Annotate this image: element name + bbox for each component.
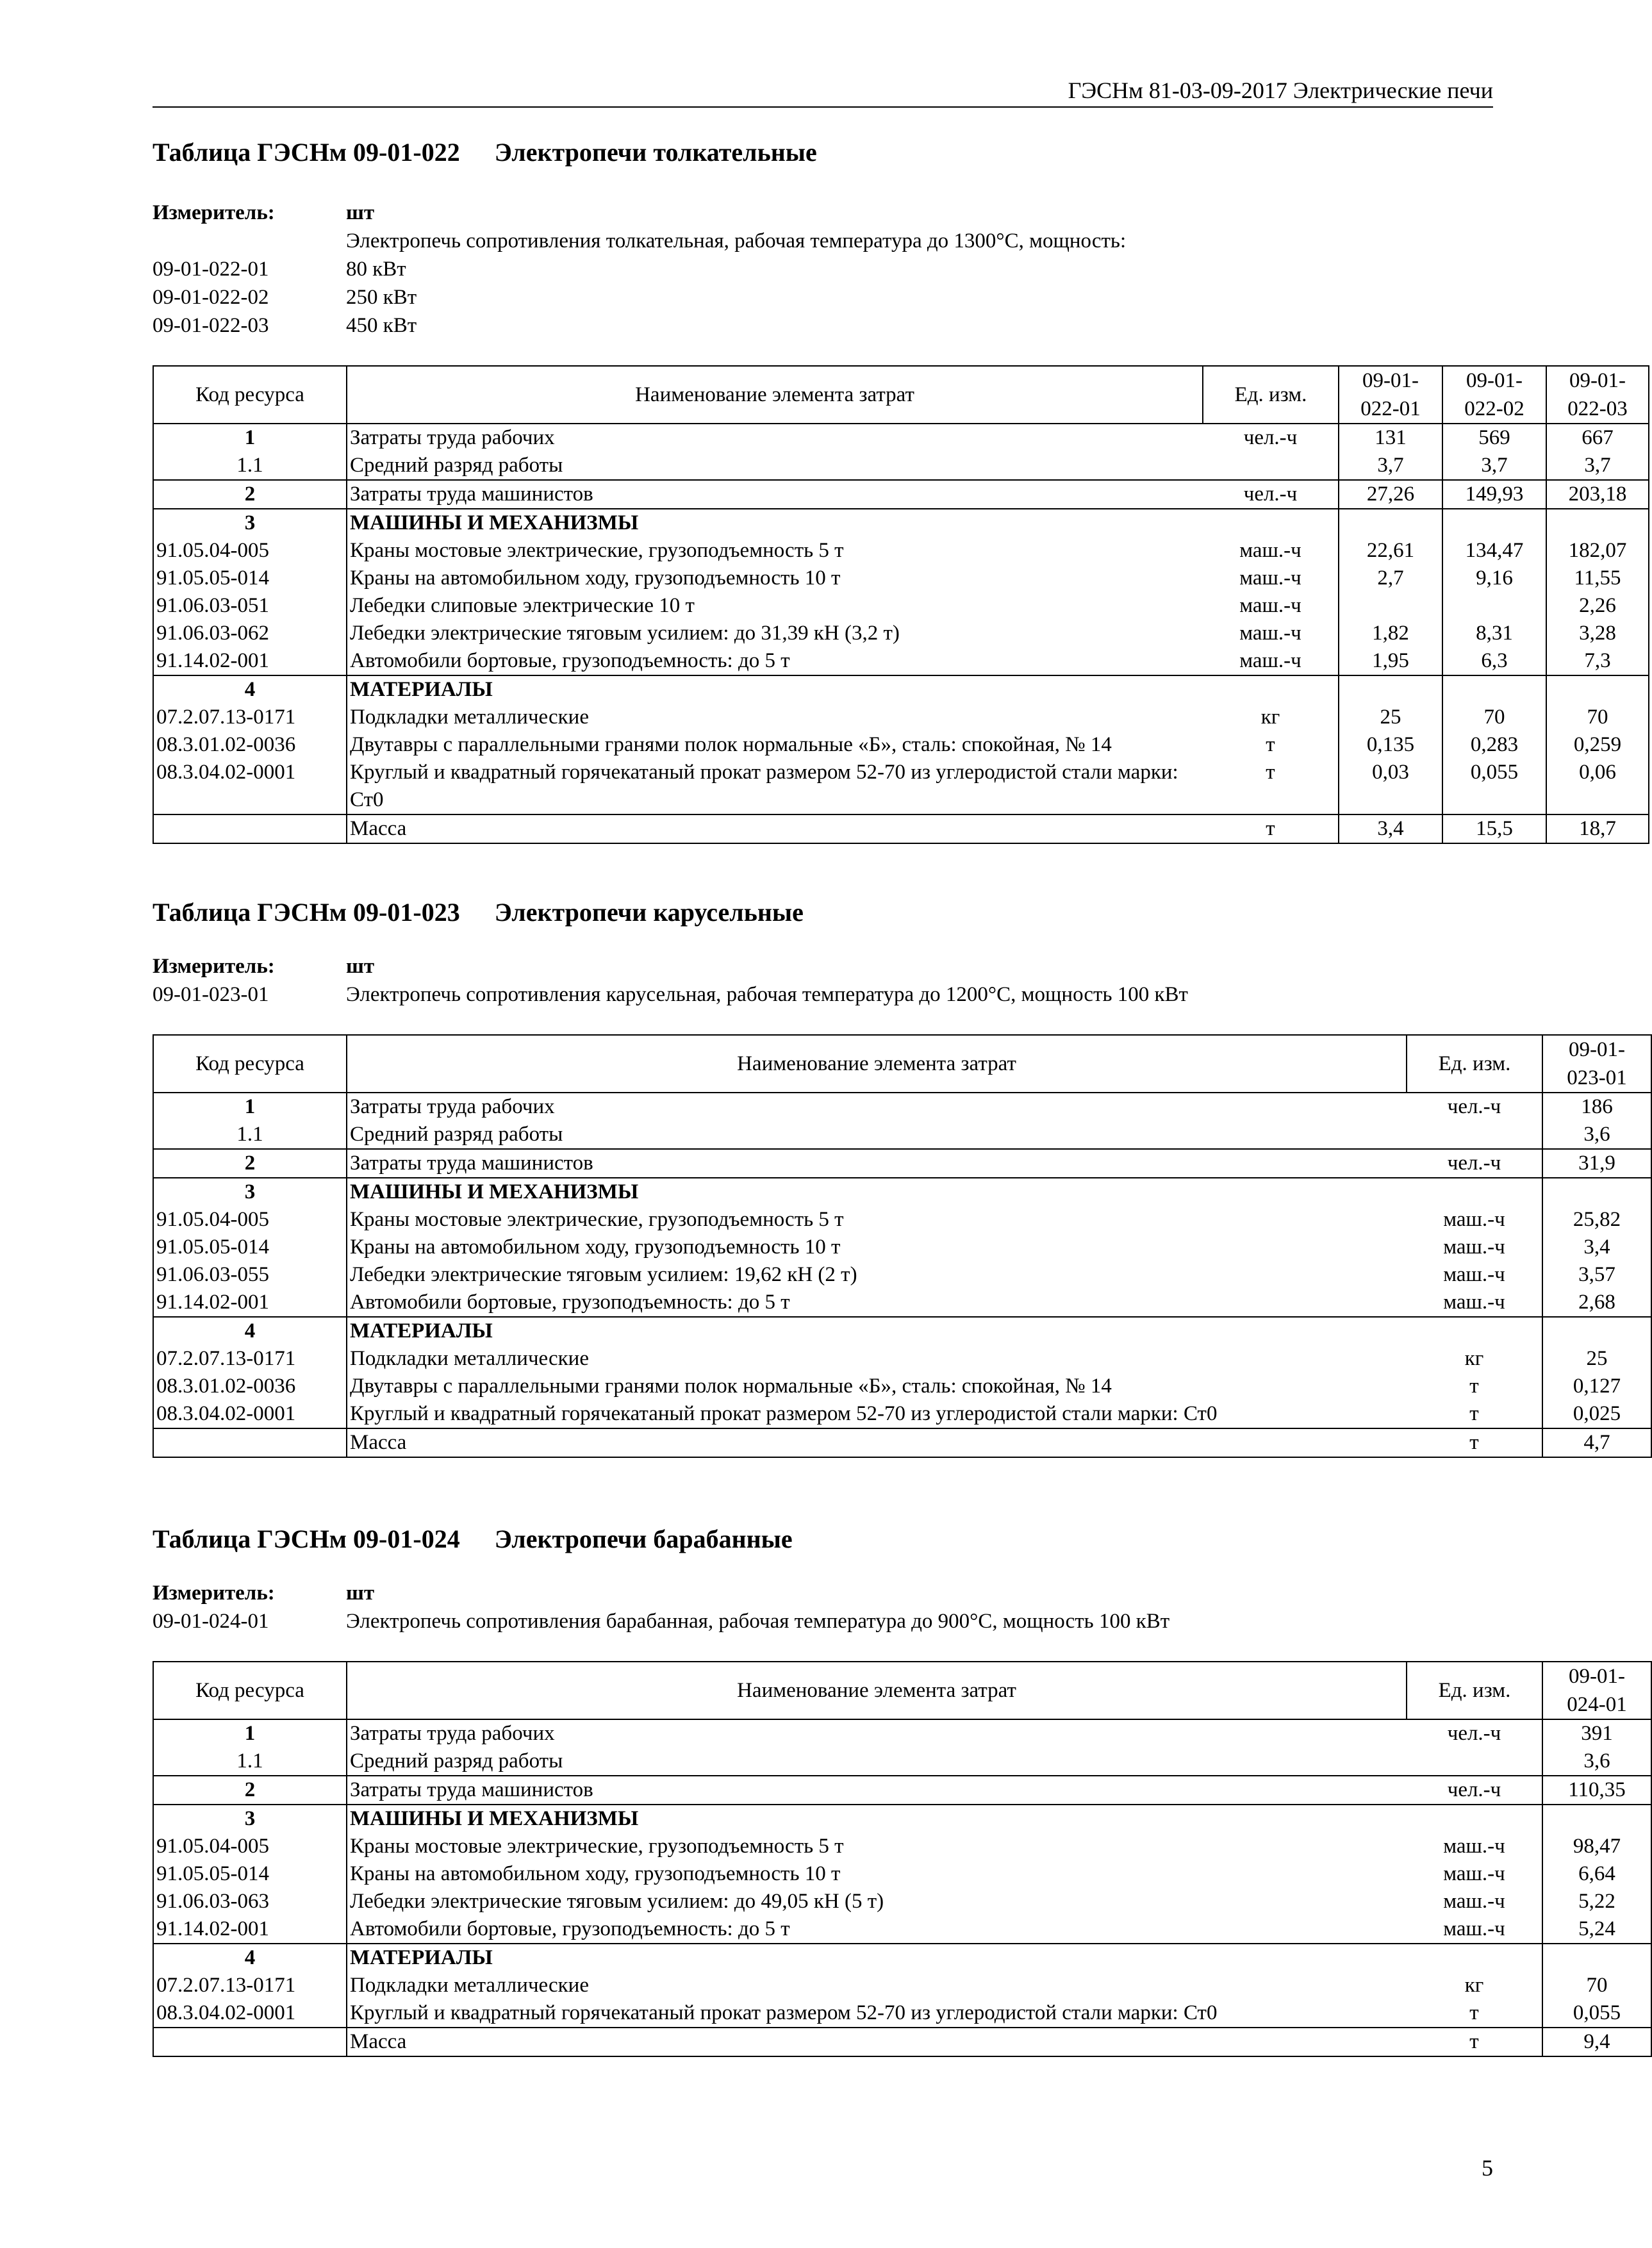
resource-code: 91.05.05-014 <box>153 565 347 592</box>
header-code: Код ресурса <box>153 1035 347 1093</box>
measure-value: шт <box>346 201 375 224</box>
norm-code: 09-01-022-01 <box>153 258 269 281</box>
unit-of-measure <box>1203 509 1339 537</box>
header-norm-line: 024-01 <box>1567 1693 1627 1716</box>
norm-value: 3,7 <box>1339 452 1442 480</box>
measure-block <box>153 1579 1493 1635</box>
resource-code: 91.05.05-014 <box>153 1860 347 1888</box>
cost-element-name: МАТЕРИАЛЫ <box>347 1317 1407 1345</box>
norm-value: 5,24 <box>1542 1915 1651 1944</box>
resource-code: 08.3.04.02-0001 <box>153 1400 347 1428</box>
norm-value: 0,259 <box>1546 731 1649 759</box>
header-norm-line: 022-02 <box>1464 397 1524 420</box>
unit-of-measure: маш.-ч <box>1407 1860 1542 1888</box>
unit-of-measure: маш.-ч <box>1407 1888 1542 1915</box>
resource-code: 08.3.01.02-0036 <box>153 731 347 759</box>
cost-element-name: Масса <box>347 1428 1407 1457</box>
unit-of-measure: кг <box>1203 704 1339 731</box>
cost-element-name: Затраты труда машинистов <box>347 1149 1407 1178</box>
table-row <box>153 814 1649 843</box>
norm-value <box>1339 509 1442 537</box>
cost-element-name: Двутавры с параллельными гранями полок нормальные «Б», сталь: спокойная, № 14 <box>350 1375 1112 1398</box>
norm-value <box>1442 592 1546 620</box>
norm-value <box>1339 592 1442 620</box>
resource-code: 1.1 <box>153 452 347 480</box>
table-row <box>153 731 1649 759</box>
table-title <box>153 135 1493 170</box>
unit-of-measure <box>1407 1748 1542 1776</box>
norm-value: 391 <box>1542 1719 1651 1748</box>
header-name: Наименование элемента затрат <box>347 1035 1407 1093</box>
norm-value <box>1546 509 1649 537</box>
measure-label: Измеритель: <box>153 955 275 978</box>
cost-element-name: Лебедки электрические тяговым усилием: до 31,39 кН (3,2 т) <box>350 622 900 645</box>
norm-value: 5,22 <box>1542 1888 1651 1915</box>
header-norm-line: 023-01 <box>1567 1066 1627 1089</box>
norm-description: 450 кВт <box>346 314 417 337</box>
unit-of-measure: т <box>1203 731 1339 759</box>
resource-code: 1 <box>153 424 347 452</box>
norm-code <box>153 227 346 255</box>
resource-code: 91.06.03-055 <box>153 1261 347 1289</box>
table-label: Таблица ГЭСНм 09-01-022 <box>153 138 460 167</box>
cost-element-name: Средний разряд работы <box>350 454 563 477</box>
resource-code: 08.3.01.02-0036 <box>153 1373 347 1400</box>
unit-of-measure: чел.-ч <box>1203 480 1339 509</box>
unit-of-measure: т <box>1407 1400 1542 1428</box>
norm-value: 9,16 <box>1442 565 1546 592</box>
table-row <box>153 424 1649 452</box>
norm-value <box>1542 1944 1651 1972</box>
resource-code: 4 <box>153 675 347 704</box>
table-name: Электропечи карусельные <box>494 898 804 927</box>
cost-element-name: Масса <box>347 2028 1407 2056</box>
resource-code <box>153 1428 347 1457</box>
resource-code <box>153 814 347 843</box>
resource-code: 91.14.02-001 <box>153 647 347 675</box>
norm-value: 70 <box>1546 704 1649 731</box>
cost-element-name: Двутавры с параллельными гранями полок нормальные «Б», сталь: спокойная, № 14 <box>350 733 1112 756</box>
cost-element-name: Затраты труда рабочих <box>347 424 1203 452</box>
header-name: Наименование элемента затрат <box>347 366 1203 424</box>
norm-value: 149,93 <box>1442 480 1546 509</box>
cost-element-name: Краны на автомобильном ходу, грузоподъемность 10 т <box>350 1862 841 1885</box>
norm-value: 2,26 <box>1546 592 1649 620</box>
norm-value: 0,283 <box>1442 731 1546 759</box>
table-row <box>153 1888 1651 1915</box>
resource-code: 91.14.02-001 <box>153 1915 347 1944</box>
table-row <box>153 1093 1651 1121</box>
header-unit: Ед. изм. <box>1407 1035 1542 1093</box>
resource-code: 1 <box>153 1093 347 1121</box>
table-row <box>153 1915 1651 1944</box>
table-row <box>153 1428 1651 1457</box>
header-norm-column <box>1542 1035 1651 1093</box>
header-norm-line: 022-03 <box>1567 397 1628 420</box>
header-norm-column <box>1339 366 1442 424</box>
norm-description: 250 кВт <box>346 286 417 309</box>
measure-value: шт <box>346 1582 375 1605</box>
unit-of-measure: т <box>1203 759 1339 814</box>
table-row <box>153 620 1649 647</box>
resource-code: 2 <box>153 480 347 509</box>
cost-element-name: МАШИНЫ И МЕХАНИЗМЫ <box>347 1178 1407 1206</box>
cost-element-name: Подкладки металлические <box>350 1347 589 1370</box>
header-norm-line: 022-01 <box>1360 397 1421 420</box>
cost-element-name: Краны на автомобильном ходу, грузоподъемность 10 т <box>350 566 841 590</box>
norm-value: 4,7 <box>1542 1428 1651 1457</box>
table-row <box>153 647 1649 675</box>
resource-code: 91.14.02-001 <box>153 1289 347 1317</box>
table-row <box>153 592 1649 620</box>
cost-element-name: Затраты труда машинистов <box>347 480 1203 509</box>
unit-of-measure: кг <box>1407 1972 1542 1999</box>
unit-of-measure <box>1203 675 1339 704</box>
table-row <box>153 1234 1651 1261</box>
norm-value: 31,9 <box>1542 1149 1651 1178</box>
header-code: Код ресурса <box>153 1662 347 1719</box>
table-title <box>153 1521 1493 1557</box>
resource-code: 91.06.03-051 <box>153 592 347 620</box>
table-row <box>153 1748 1651 1776</box>
header-norm-line: 09-01- <box>1362 369 1419 392</box>
cost-element-name: Затраты труда рабочих <box>347 1093 1407 1121</box>
cost-element-name: Затраты труда машинистов <box>347 1776 1407 1805</box>
norm-value: 25,82 <box>1542 1206 1651 1234</box>
unit-of-measure: чел.-ч <box>1407 1776 1542 1805</box>
resource-code: 07.2.07.13-0171 <box>153 1972 347 1999</box>
norm-value <box>1442 509 1546 537</box>
norm-code: 09-01-022-02 <box>153 286 269 309</box>
norm-value: 569 <box>1442 424 1546 452</box>
header-row <box>153 1035 1651 1093</box>
table-row <box>153 1400 1651 1428</box>
unit-of-measure: чел.-ч <box>1203 424 1339 452</box>
cost-table <box>153 1661 1652 2057</box>
norm-value: 6,3 <box>1442 647 1546 675</box>
unit-of-measure: чел.-ч <box>1407 1093 1542 1121</box>
unit-of-measure <box>1407 1317 1542 1345</box>
norm-value: 0,025 <box>1542 1400 1651 1428</box>
norm-value: 134,47 <box>1442 537 1546 565</box>
table-name: Электропечи толкательные <box>494 138 817 167</box>
norm-value: 18,7 <box>1546 814 1649 843</box>
table-row <box>153 452 1649 480</box>
unit-of-measure: чел.-ч <box>1407 1149 1542 1178</box>
cost-element-name: Круглый и квадратный горячекатаный прокат размером 52-70 из углеродистой стали марки: Ст0 <box>350 2001 1218 2024</box>
table-row <box>153 1860 1651 1888</box>
table-row <box>153 1149 1651 1178</box>
norm-value: 7,3 <box>1546 647 1649 675</box>
unit-of-measure: чел.-ч <box>1407 1719 1542 1748</box>
table-row <box>153 1972 1651 1999</box>
cost-element-name: Автомобили бортовые, грузоподъемность: до 5 т <box>350 1291 790 1314</box>
norm-value <box>1339 675 1442 704</box>
cost-element-name: МАШИНЫ И МЕХАНИЗМЫ <box>347 509 1203 537</box>
unit-of-measure: маш.-ч <box>1407 1289 1542 1317</box>
resource-code: 91.06.03-063 <box>153 1888 347 1915</box>
table-row <box>153 1719 1651 1748</box>
header-norm-line: 09-01- <box>1466 369 1523 392</box>
running-head: ГЭСНм 81-03-09-2017 Электрические печи <box>153 74 1493 108</box>
resource-code: 3 <box>153 509 347 537</box>
cost-element-name: Лебедки слиповые электрические 10 т <box>350 594 695 617</box>
cost-element-name: Средний разряд работы <box>350 1123 563 1146</box>
resource-code: 08.3.04.02-0001 <box>153 759 347 814</box>
table-row <box>153 1776 1651 1805</box>
norm-value: 11,55 <box>1546 565 1649 592</box>
norm-value: 2,68 <box>1542 1289 1651 1317</box>
resource-code: 2 <box>153 1776 347 1805</box>
norm-value: 0,127 <box>1542 1373 1651 1400</box>
table-row <box>153 759 1649 814</box>
cost-element-name: Краны мостовые электрические, грузоподъемность 5 т <box>350 539 844 562</box>
section-table-024 <box>153 1521 1627 2057</box>
norm-value: 186 <box>1542 1093 1651 1121</box>
table-title <box>153 895 1493 930</box>
resource-code: 91.05.04-005 <box>153 537 347 565</box>
unit-of-measure <box>1203 452 1339 480</box>
resource-code: 91.05.04-005 <box>153 1833 347 1860</box>
unit-of-measure: т <box>1407 1999 1542 2028</box>
unit-of-measure: маш.-ч <box>1203 620 1339 647</box>
cost-element-name: Автомобили бортовые, грузоподъемность: до 5 т <box>350 649 790 672</box>
resource-code: 1.1 <box>153 1748 347 1776</box>
header-norm-column <box>1546 366 1649 424</box>
norm-value: 98,47 <box>1542 1833 1651 1860</box>
cost-element-name: Средний разряд работы <box>350 1749 563 1773</box>
norm-value: 0,03 <box>1339 759 1442 814</box>
norm-value: 0,055 <box>1542 1999 1651 2028</box>
norm-value: 70 <box>1542 1972 1651 1999</box>
norm-value: 2,7 <box>1339 565 1442 592</box>
norm-value: 1,82 <box>1339 620 1442 647</box>
resource-code: 4 <box>153 1944 347 1972</box>
norm-value: 203,18 <box>1546 480 1649 509</box>
table-row <box>153 1261 1651 1289</box>
norm-value <box>1542 1317 1651 1345</box>
norm-value <box>1442 675 1546 704</box>
table-row <box>153 1289 1651 1317</box>
cost-element-name: Лебедки электрические тяговым усилием: 19,62 кН (2 т) <box>350 1263 857 1286</box>
resource-code: 4 <box>153 1317 347 1345</box>
resource-code: 91.06.03-062 <box>153 620 347 647</box>
header-unit: Ед. изм. <box>1203 366 1339 424</box>
unit-of-measure <box>1407 1805 1542 1833</box>
norm-value: 0,06 <box>1546 759 1649 814</box>
cost-element-name: Краны мостовые электрические, грузоподъемность 5 т <box>350 1835 844 1858</box>
table-row <box>153 1121 1651 1149</box>
section-heading-row <box>153 1178 1651 1206</box>
norm-value: 3,28 <box>1546 620 1649 647</box>
unit-of-measure <box>1407 1944 1542 1972</box>
norm-value <box>1542 1805 1651 1833</box>
norm-value: 22,61 <box>1339 537 1442 565</box>
resource-code: 08.3.04.02-0001 <box>153 1999 347 2028</box>
norm-code: 09-01-022-03 <box>153 314 269 337</box>
table-row <box>153 1373 1651 1400</box>
unit-of-measure: маш.-ч <box>1203 647 1339 675</box>
unit-of-measure: маш.-ч <box>1407 1915 1542 1944</box>
cost-element-name: Краны мостовые электрические, грузоподъемность 5 т <box>350 1208 844 1231</box>
norm-value: 70 <box>1442 704 1546 731</box>
cost-element-name: МАШИНЫ И МЕХАНИЗМЫ <box>347 1805 1407 1833</box>
cost-element-name: Подкладки металлические <box>350 1974 589 1997</box>
unit-of-measure: т <box>1407 1428 1542 1457</box>
norm-value: 3,7 <box>1442 452 1546 480</box>
resource-code: 91.05.05-014 <box>153 1234 347 1261</box>
resource-code: 3 <box>153 1805 347 1833</box>
measure-value: шт <box>346 955 375 978</box>
header-norm-line: 09-01- <box>1569 1665 1625 1688</box>
section-heading-row <box>153 1944 1651 1972</box>
header-code: Код ресурса <box>153 366 347 424</box>
norm-value: 25 <box>1542 1345 1651 1373</box>
table-row <box>153 1206 1651 1234</box>
cost-element-name: Подкладки металлические <box>350 706 589 729</box>
table-row <box>153 1833 1651 1860</box>
measure-block <box>153 952 1493 1009</box>
norm-value: 0,135 <box>1339 731 1442 759</box>
norm-code: 09-01-024-01 <box>153 1610 269 1633</box>
resource-code: 1.1 <box>153 1121 347 1149</box>
norm-value: 182,07 <box>1546 537 1649 565</box>
resource-code: 1 <box>153 1719 347 1748</box>
page-number: 5 <box>1482 2155 1493 2181</box>
norm-value: 0,055 <box>1442 759 1546 814</box>
cost-element-name: Автомобили бортовые, грузоподъемность: до 5 т <box>350 1917 790 1940</box>
header-norm-line: 09-01- <box>1569 1038 1625 1061</box>
table-row <box>153 1999 1651 2028</box>
cost-element-name: МАТЕРИАЛЫ <box>347 675 1203 704</box>
measure-block <box>153 199 1493 340</box>
norm-value: 667 <box>1546 424 1649 452</box>
norm-description: Электропечь сопротивления барабанная, рабочая температура до 900°С, мощность 100 кВт <box>346 1610 1170 1633</box>
unit-of-measure: кг <box>1407 1345 1542 1373</box>
norm-value: 1,95 <box>1339 647 1442 675</box>
resource-code: 07.2.07.13-0171 <box>153 1345 347 1373</box>
resource-code <box>153 2028 347 2056</box>
unit-of-measure <box>1407 1121 1542 1149</box>
unit-of-measure: маш.-ч <box>1203 592 1339 620</box>
table-label: Таблица ГЭСНм 09-01-024 <box>153 1525 460 1553</box>
measure-label: Измеритель: <box>153 1582 275 1605</box>
unit-of-measure: маш.-ч <box>1203 537 1339 565</box>
norm-value: 3,4 <box>1339 814 1442 843</box>
header-unit: Ед. изм. <box>1407 1662 1542 1719</box>
norm-value: 3,6 <box>1542 1748 1651 1776</box>
resource-code: 07.2.07.13-0171 <box>153 704 347 731</box>
norm-value: 25 <box>1339 704 1442 731</box>
norm-code: 09-01-023-01 <box>153 983 269 1006</box>
section-table-023 <box>153 895 1627 1458</box>
norm-value: 27,26 <box>1339 480 1442 509</box>
norm-description: Электропечь сопротивления карусельная, рабочая температура до 1200°С, мощность 100 кВт <box>346 983 1188 1006</box>
norm-value: 8,31 <box>1442 620 1546 647</box>
cost-element-name: МАТЕРИАЛЫ <box>347 1944 1407 1972</box>
cost-table <box>153 365 1649 844</box>
section-heading-row <box>153 675 1649 704</box>
resource-code: 91.05.04-005 <box>153 1206 347 1234</box>
table-label: Таблица ГЭСНм 09-01-023 <box>153 898 460 927</box>
norm-value: 3,57 <box>1542 1261 1651 1289</box>
table-row <box>153 1345 1651 1373</box>
table-row <box>153 704 1649 731</box>
header-norm-line: 09-01- <box>1569 369 1626 392</box>
norm-description: 80 кВт <box>346 258 406 281</box>
header-name: Наименование элемента затрат <box>347 1662 1407 1719</box>
header-norm-column <box>1542 1662 1651 1719</box>
unit-of-measure: т <box>1203 814 1339 843</box>
header-row <box>153 366 1649 424</box>
cost-element-name: Круглый и квадратный горячекатаный прокат размером 52-70 из углеродистой стали марки: Ст0 <box>350 761 1178 811</box>
section-heading-row <box>153 1317 1651 1345</box>
norm-value <box>1542 1178 1651 1206</box>
table-row <box>153 537 1649 565</box>
measure-label: Измеритель: <box>153 201 275 224</box>
table-row <box>153 565 1649 592</box>
unit-of-measure: т <box>1407 1373 1542 1400</box>
norm-value: 15,5 <box>1442 814 1546 843</box>
norm-value: 3,4 <box>1542 1234 1651 1261</box>
cost-element-name: Краны на автомобильном ходу, грузоподъемность 10 т <box>350 1236 841 1259</box>
resource-code: 2 <box>153 1149 347 1178</box>
unit-of-measure: маш.-ч <box>1407 1833 1542 1860</box>
norm-value: 110,35 <box>1542 1776 1651 1805</box>
header-norm-column <box>1442 366 1546 424</box>
unit-of-measure: маш.-ч <box>1407 1261 1542 1289</box>
table-name: Электропечи барабанные <box>494 1525 793 1553</box>
norm-value: 131 <box>1339 424 1442 452</box>
norm-value: 6,64 <box>1542 1860 1651 1888</box>
norm-value: 3,7 <box>1546 452 1649 480</box>
unit-of-measure: маш.-ч <box>1407 1206 1542 1234</box>
section-table-022 <box>153 135 1628 844</box>
norm-description: Электропечь сопротивления толкательная, рабочая температура до 1300°С, мощность: <box>346 229 1127 252</box>
cost-table <box>153 1034 1652 1458</box>
unit-of-measure <box>1407 1178 1542 1206</box>
cost-element-name: Круглый и квадратный горячекатаный прокат размером 52-70 из углеродистой стали марки: Ст0 <box>350 1402 1218 1425</box>
norm-value: 9,4 <box>1542 2028 1651 2056</box>
unit-of-measure: маш.-ч <box>1407 1234 1542 1261</box>
section-heading-row <box>153 1805 1651 1833</box>
unit-of-measure: маш.-ч <box>1203 565 1339 592</box>
norm-value: 3,6 <box>1542 1121 1651 1149</box>
norm-value <box>1546 675 1649 704</box>
cost-element-name: Масса <box>347 814 1203 843</box>
section-heading-row <box>153 509 1649 537</box>
unit-of-measure: т <box>1407 2028 1542 2056</box>
cost-element-name: Лебедки электрические тяговым усилием: до 49,05 кН (5 т) <box>350 1890 884 1913</box>
resource-code: 3 <box>153 1178 347 1206</box>
table-row <box>153 480 1649 509</box>
cost-element-name: Затраты труда рабочих <box>347 1719 1407 1748</box>
header-row <box>153 1662 1651 1719</box>
table-row <box>153 2028 1651 2056</box>
